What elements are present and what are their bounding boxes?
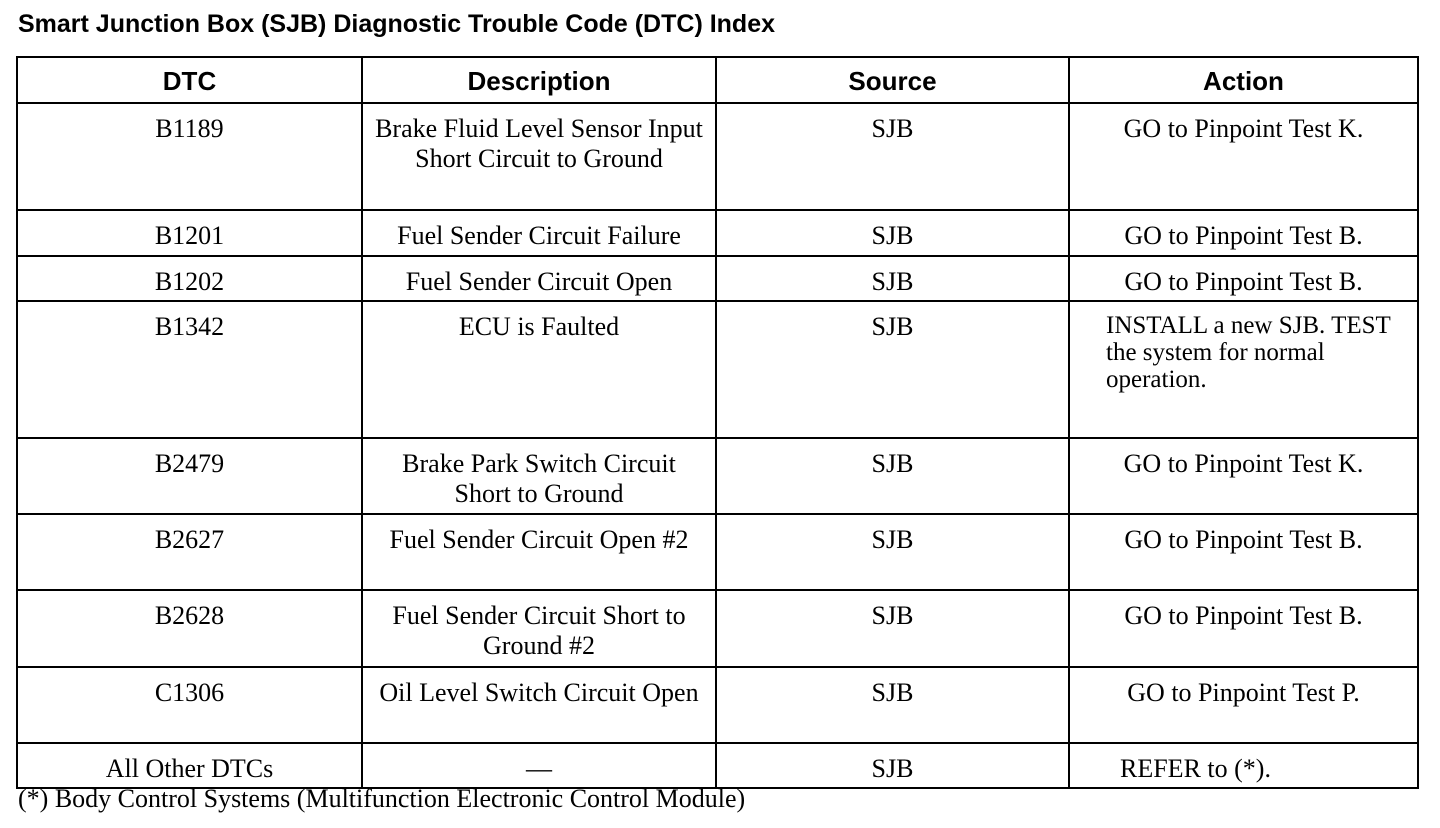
table-header-row — [17, 57, 1418, 103]
description-cell: Fuel Sender Circuit Failure — [362, 210, 716, 256]
description-cell: ECU is Faulted — [362, 301, 716, 438]
table-row — [17, 301, 1418, 438]
dtc-cell: B2479 — [17, 438, 362, 514]
source-cell: SJB — [716, 301, 1069, 438]
dtc-cell: C1306 — [17, 667, 362, 743]
source-cell: SJB — [716, 438, 1069, 514]
action-cell: GO to Pinpoint Test B. — [1069, 514, 1418, 590]
description-cell: Brake Fluid Level Sensor Input Short Circuit to Ground — [362, 103, 716, 210]
action-cell: REFER to (*). — [1069, 743, 1418, 788]
source-cell: SJB — [716, 590, 1069, 667]
dtc-cell: B1202 — [17, 256, 362, 301]
table-row — [17, 210, 1418, 256]
action-cell: GO to Pinpoint Test B. — [1069, 590, 1418, 667]
table-row — [17, 103, 1418, 210]
source-cell: SJB — [716, 103, 1069, 210]
footnote: (*) Body Control Systems (Multifunction Electronic Control Module) — [18, 784, 746, 813]
table-row — [17, 743, 1418, 788]
dtc-cell: B1342 — [17, 301, 362, 438]
dtc-index-table — [16, 56, 1419, 789]
dtc-cell: B1201 — [17, 210, 362, 256]
source-cell: SJB — [716, 667, 1069, 743]
source-cell: SJB — [716, 210, 1069, 256]
description-cell: Fuel Sender Circuit Open #2 — [362, 514, 716, 590]
dtc-cell: B2627 — [17, 514, 362, 590]
table-row — [17, 438, 1418, 514]
description-cell: Fuel Sender Circuit Open — [362, 256, 716, 301]
table-row — [17, 667, 1418, 743]
description-cell: Fuel Sender Circuit Short to Ground #2 — [362, 590, 716, 667]
page-title: Smart Junction Box (SJB) Diagnostic Trouble Code (DTC) Index — [18, 10, 776, 38]
description-cell: — — [362, 743, 716, 788]
dtc-cell: B2628 — [17, 590, 362, 667]
source-cell: SJB — [716, 743, 1069, 788]
action-cell: GO to Pinpoint Test K. — [1069, 103, 1418, 210]
table-row — [17, 590, 1418, 667]
action-cell: GO to Pinpoint Test B. — [1069, 256, 1418, 301]
column-header-action: Action — [1069, 57, 1418, 103]
action-cell: GO to Pinpoint Test K. — [1069, 438, 1418, 514]
description-cell: Brake Park Switch Circuit Short to Ground — [362, 438, 716, 514]
table-row — [17, 256, 1418, 301]
action-cell: GO to Pinpoint Test B. — [1069, 210, 1418, 256]
source-cell: SJB — [716, 514, 1069, 590]
table-row — [17, 514, 1418, 590]
action-cell: GO to Pinpoint Test P. — [1069, 667, 1418, 743]
dtc-cell: All Other DTCs — [17, 743, 362, 788]
action-cell: INSTALL a new SJB. TEST the system for normal operation. — [1069, 301, 1418, 438]
column-header-source: Source — [716, 57, 1069, 103]
dtc-cell: B1189 — [17, 103, 362, 210]
column-header-description: Description — [362, 57, 716, 103]
source-cell: SJB — [716, 256, 1069, 301]
description-cell: Oil Level Switch Circuit Open — [362, 667, 716, 743]
column-header-dtc: DTC — [17, 57, 362, 103]
